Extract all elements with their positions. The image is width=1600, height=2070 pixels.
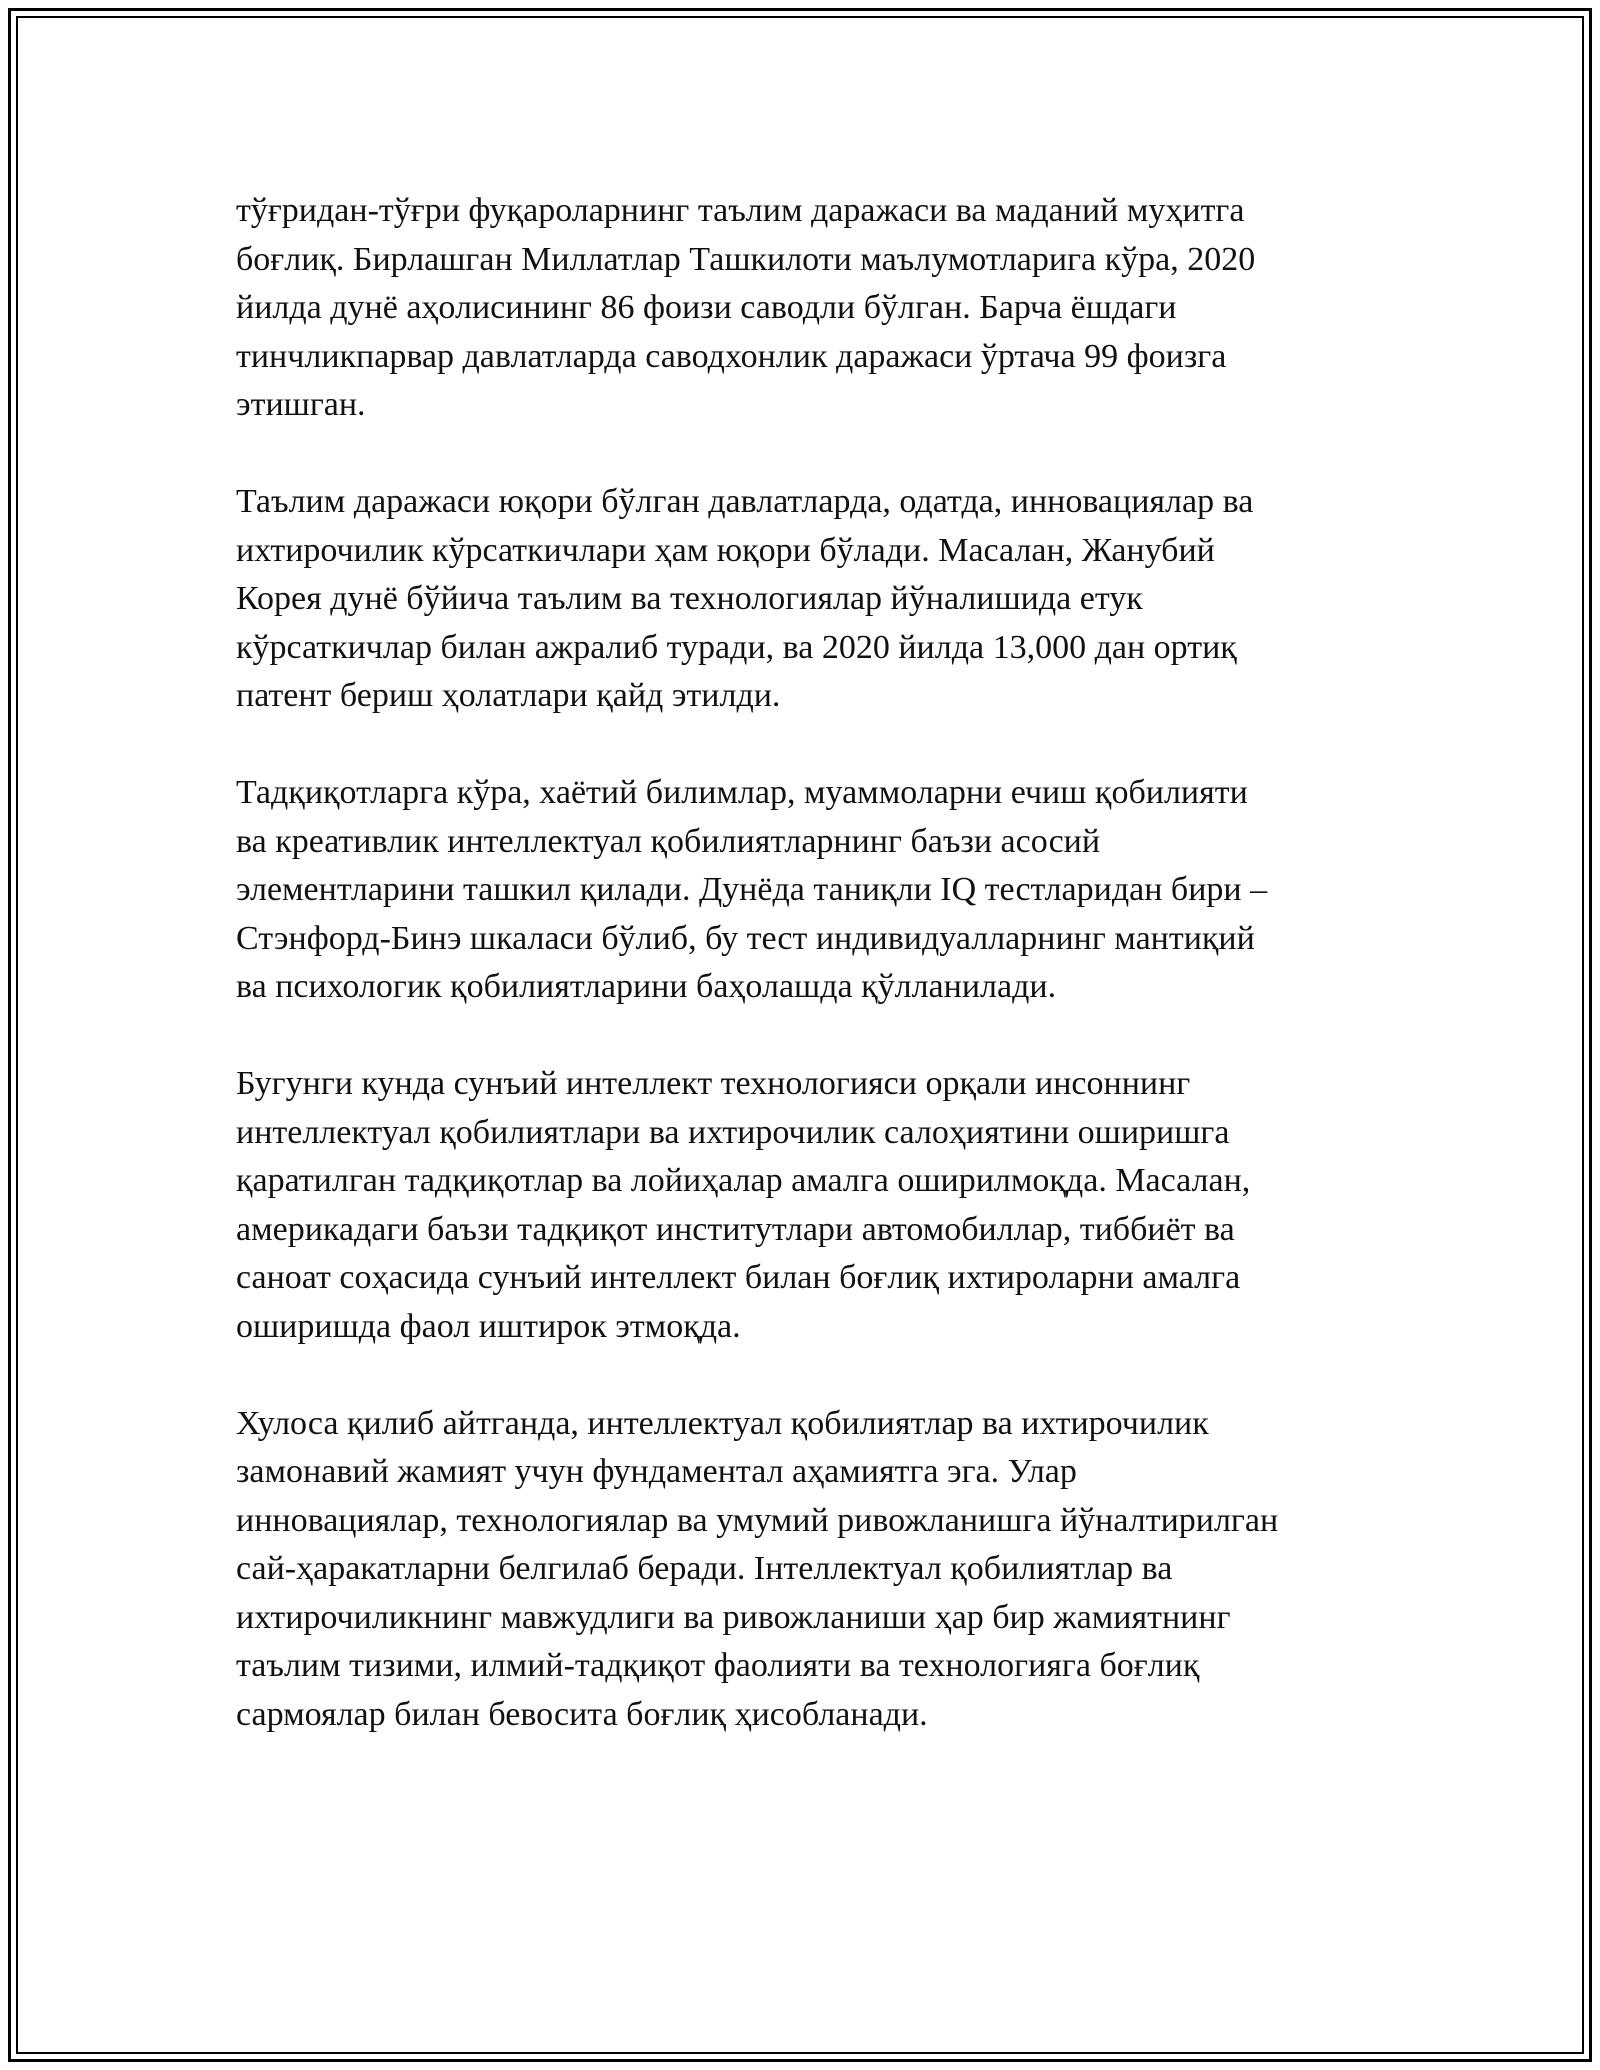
text-line: кўрсаткичлар билан ажралиб туради, ва 2020 йилда 13,000 дан ортиқ	[236, 628, 1237, 666]
text-line: оширишда фаол иштирок этмоқда.	[236, 1307, 741, 1345]
text-line: ва психологик қобилиятларини баҳолашда қўлланилади.	[236, 968, 1057, 1005]
text-line: қаратилган тадқиқотлар ва лойиҳалар амалга оширилмоқда. Масалан,	[236, 1162, 1251, 1199]
text-line: Хулоса қилиб айтганда, интеллектуал қобилиятлар ва ихтирочилик	[236, 1404, 1209, 1442]
text-line: сармоялар билан бевосита боғлиқ ҳисобланади.	[236, 1695, 928, 1733]
text-line: Таълим даражаси юқори бўлган давлатларда, одатда, инновациялар ва	[236, 483, 1254, 520]
text-line: йилда дунё аҳолисининг 86 фоизи саводли бўлган. Барча ёшдаги	[236, 289, 1177, 326]
paragraph-4	[236, 1060, 1366, 1351]
paragraph-5	[236, 1400, 1366, 1740]
text-line: этишган.	[236, 386, 366, 423]
text-line: боғлиқ. Бирлашган Миллатлар Ташкилоти маълумотларига кўра, 2020	[236, 240, 1256, 278]
text-line: Стэнфорд-Бинэ шкаласи бўлиб, бу тест индивидуалларнинг мантиқий	[236, 919, 1255, 957]
text-line: Бугунги кунда сунъий интеллект технологияси орқали инсоннинг	[236, 1065, 1191, 1102]
text-line: сай-ҳаракатларни белгилаб беради. Інтеллектуал қобилиятлар ва	[236, 1550, 1173, 1587]
text-line: Тадқиқотларга кўра, хаётий билимлар, муаммоларни ечиш қобилияти	[236, 774, 1248, 811]
text-line: элементларини ташкил қилади. Дунёда таниқли IQ тестларидан бири –	[236, 871, 1268, 908]
paragraph-2	[236, 478, 1366, 721]
text-line: Корея дунё бўйича таълим ва технологиялар йўналишида етук	[236, 580, 1143, 617]
text-line: ихтирочиликнинг мавжудлиги ва ривожланиши ҳар бир жамиятнинг	[236, 1598, 1231, 1636]
text-line: интеллектуал қобилиятлари ва ихтирочилик салоҳиятини оширишга	[236, 1113, 1230, 1151]
text-line: ва креативлик интеллектуал қобилиятларнинг баъзи асосий	[236, 822, 1101, 860]
paragraph-3	[236, 769, 1366, 1012]
document-body	[236, 187, 1366, 1788]
paragraph-1	[236, 187, 1366, 430]
text-line: тўғридан-тўғри фуқароларнинг таълим даражаси ва маданий муҳитга	[236, 192, 1245, 229]
text-line: саноат соҳасида сунъий интеллект билан боғлиқ ихтироларни амалга	[236, 1259, 1241, 1296]
text-line: замонавий жамият учун фундаментал аҳамиятга эга. Улар	[236, 1453, 1077, 1490]
text-line: америкадаги баъзи тадқиқот институтлари автомобиллар, тиббиёт ва	[236, 1210, 1235, 1248]
text-line: патент бериш ҳолатлари қайд этилди.	[236, 677, 781, 714]
text-line: инновациялар, технологиялар ва умумий ривожланишга йўналтирилган	[236, 1501, 1279, 1539]
text-line: тинчликпарвар давлатларда саводхонлик даражаси ўртача 99 фоизга	[236, 337, 1227, 375]
text-line: ихтирочилик кўрсаткичлари ҳам юқори бўлади. Масалан, Жанубий	[236, 531, 1215, 569]
text-line: таълим тизими, илмий-тадқиқот фаолияти ва технологияга боғлиқ	[236, 1647, 1200, 1684]
